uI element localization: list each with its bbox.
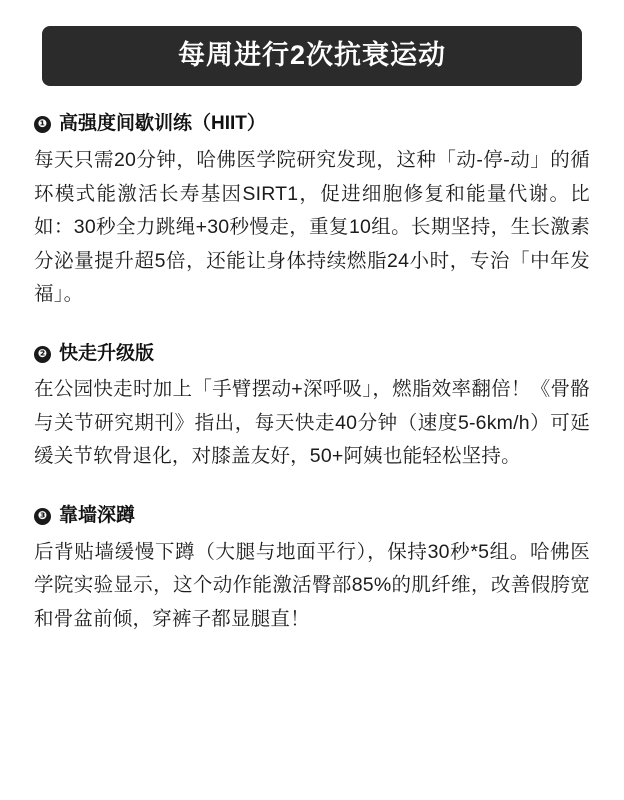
page-title: 每周进行2次抗衰运动 bbox=[42, 26, 582, 86]
section-1-body: 每天只需20分钟，哈佛医学院研究发现，这种「动-停-动」的循环模式能激活长寿基因SIRT1，促进细胞修复和能量代谢。比如：30秒全力跳绳+30秒慢走，重复10组。长期坚持，生长激素分泌量提升超5倍，还能让身体持续燃脂24小时，专治「中年发福」。 bbox=[34, 149, 590, 306]
section-2 bbox=[34, 342, 590, 474]
section-1-heading bbox=[34, 112, 590, 137]
section-3-body: 后背贴墙缓慢下蹲（大腿与地面平行），保持30秒*5组。哈佛医学院实验显示，这个动作能激活臀部85%的肌纤维，改善假胯宽和骨盆前倾，穿裤子都显腿直！ bbox=[34, 540, 590, 630]
number-badge-1-icon: ❶ bbox=[34, 116, 51, 133]
section-1 bbox=[34, 112, 590, 311]
section-3 bbox=[34, 504, 590, 636]
number-badge-3-icon: ❸ bbox=[34, 508, 51, 525]
section-2-body: 在公园快走时加上「手臂摆动+深呼吸」，燃脂效率翻倍！《骨骼与关节研究期刊》指出，每天快走40分钟（速度5-6km/h）可延缓关节软骨退化，对膝盖友好，50+阿姨也能轻松坚持。 bbox=[34, 378, 590, 468]
section-1-title: 高强度间歇训练（HIIT） bbox=[59, 113, 266, 135]
section-3-heading bbox=[34, 504, 590, 529]
section-3-title: 靠墙深蹲 bbox=[59, 505, 136, 527]
number-badge-2-icon: ❷ bbox=[34, 346, 51, 363]
section-2-heading bbox=[34, 342, 590, 367]
section-2-title: 快走升级版 bbox=[59, 342, 155, 364]
